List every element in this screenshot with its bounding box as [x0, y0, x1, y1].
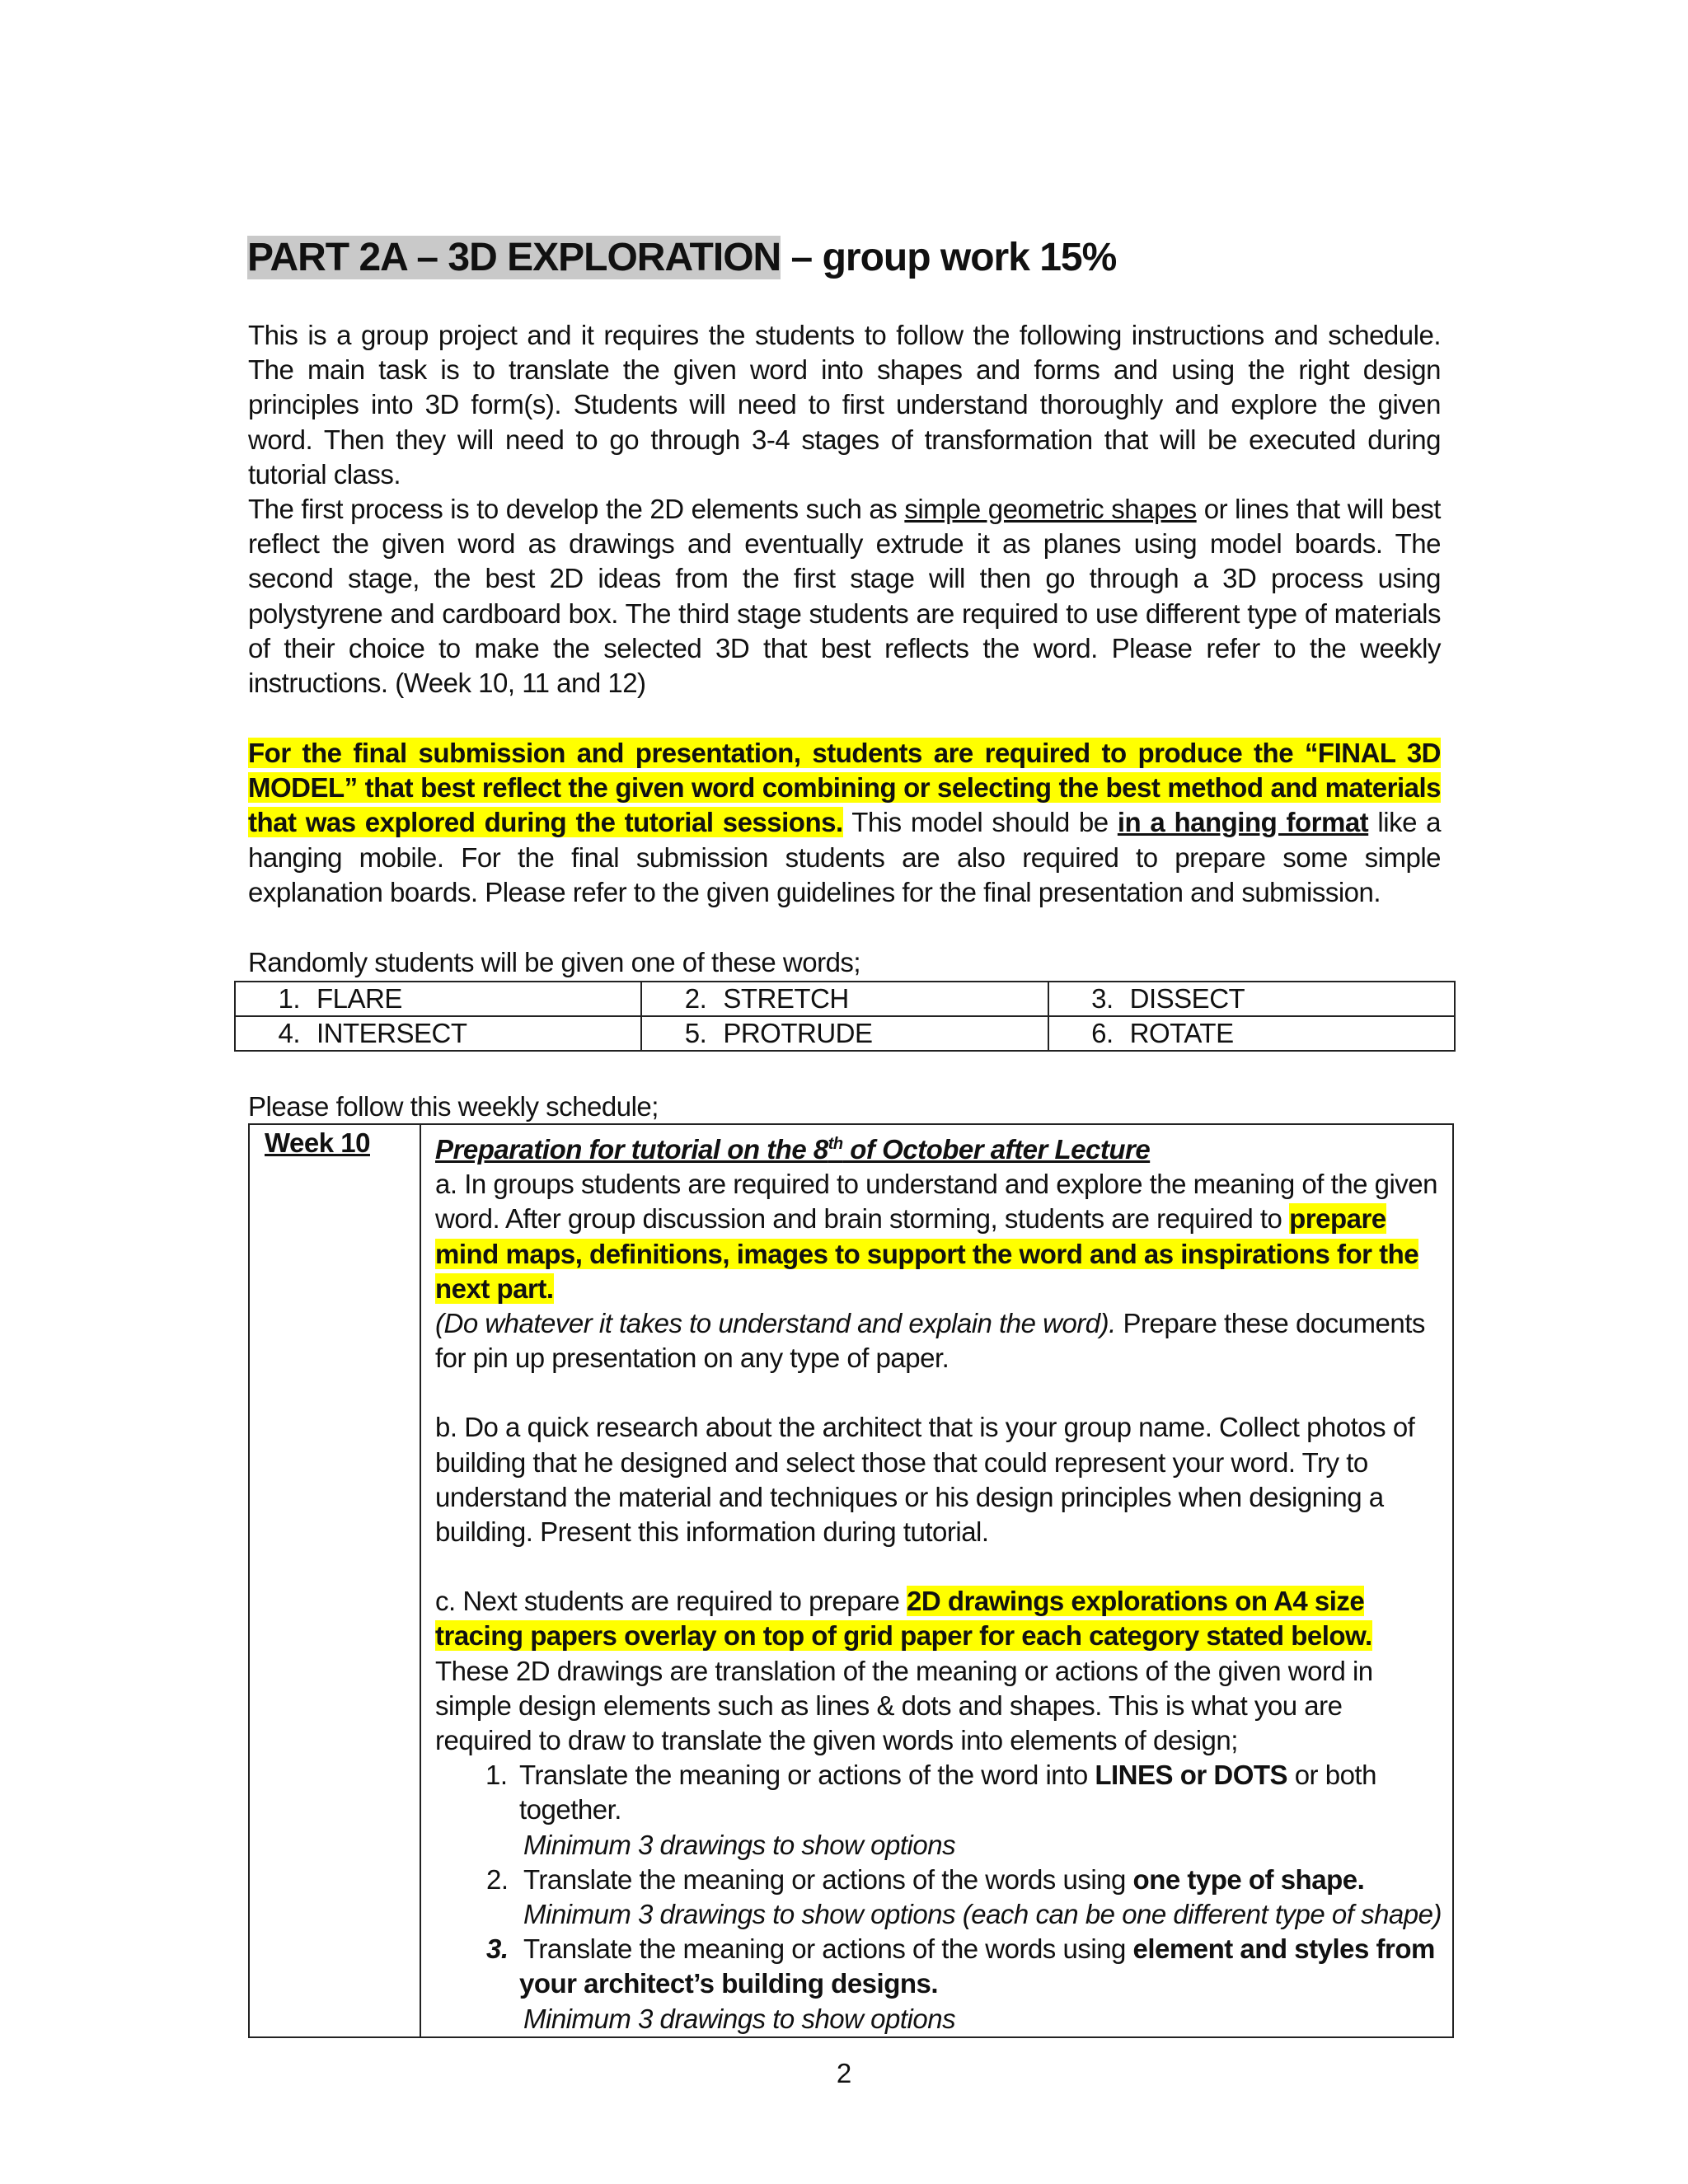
- word-num: 5.: [684, 1018, 707, 1048]
- step-text-post: or both together.: [519, 1760, 1376, 1825]
- schedule-label: Please follow this weekly schedule;: [248, 1091, 659, 1122]
- step-note: Minimum 3 drawings to show options (each can be one different type of shape): [523, 1899, 1442, 1930]
- word-num: 6.: [1091, 1018, 1114, 1048]
- page-number: 2: [836, 2058, 852, 2088]
- words-table: [234, 981, 1456, 1052]
- p2-text-b: or lines that will best reflect the given word as drawings and eventually extrude it as planes using model boards. The second stage, the best 2D ideas from the first stage will then go through a 3D process using polystyrene and cardboard box. The third stage students are required to use different type of materials of their choice to make the selected 3D that best reflects the word. Please refer to the weekly instructions. (Week 10, 11 and 12): [248, 494, 1441, 699]
- week-heading: [435, 1127, 1444, 1167]
- word-cell: [641, 1016, 1048, 1051]
- title-highlighted: PART 2A – 3D EXPLORATION: [247, 236, 781, 279]
- word-text: INTERSECT: [316, 1018, 467, 1048]
- step-number: 2.: [486, 1863, 509, 1895]
- word-text: ROTATE: [1129, 1018, 1234, 1048]
- word-num: 4.: [278, 1018, 300, 1048]
- spacer: [435, 1376, 1444, 1410]
- table-row: [235, 1016, 1455, 1051]
- step-bold: element and styles from your architect’s building designs.: [519, 1933, 1435, 1999]
- word-cell: [1048, 1016, 1455, 1051]
- heading-superscript: th: [828, 1135, 843, 1153]
- word-text: PROTRUDE: [723, 1018, 873, 1048]
- word-cell: [1048, 982, 1455, 1016]
- spacer: [435, 1549, 1444, 1584]
- week-content-cell: [420, 1124, 1453, 2037]
- page-title: [247, 232, 1116, 284]
- step-number: 3.: [486, 1933, 509, 1965]
- item-a-tail: Prepare these documents for pin up presentation on any type of paper.: [435, 1308, 1425, 1374]
- list-item: [435, 1863, 1444, 1932]
- heading-text-a: Preparation for tutorial on the 8: [435, 1134, 828, 1165]
- word-text: FLARE: [316, 983, 402, 1014]
- word-num: 1.: [278, 983, 300, 1014]
- title-rest: – group work 15%: [781, 236, 1117, 279]
- word-cell: [641, 982, 1048, 1016]
- steps-list: [435, 1758, 1444, 2036]
- step-text: Translate the meaning or actions of the words using: [523, 1863, 1133, 1895]
- word-cell: [235, 982, 641, 1016]
- word-text: STRETCH: [723, 983, 849, 1014]
- intro-paragraph-2: [248, 492, 1441, 701]
- item-a-text: a. In groups students are required to understand and explore the meaning of the given word. After group discussion and brain storming, students are required to: [435, 1169, 1438, 1235]
- item-b: b. Do a quick research about the architect that is your group name. Collect photos of building that he designed and select those that could represent your word. Try to understand the material and techniques or his design principles when designing a building. Present this information during tutorial.: [435, 1412, 1415, 1548]
- item-c: [435, 1584, 1444, 1758]
- words-label: Randomly students will be given one of these words;: [248, 947, 861, 977]
- intro-paragraph-1: This is a group project and it requires the students to follow the following instructions and schedule. The main task is to translate the given word into shapes and forms and using the right design principles into 3D form(s). Students will need to first understand thoroughly and explore the given word. Then they will need to go through 3-4 stages of transformation that will be executed during tutorial class.: [248, 320, 1441, 490]
- p3-text-b: like a hanging mobile. For the final submission students are also required to prepare some simple explanation boards. Please refer to the given guidelines for the final presentation and submission.: [248, 807, 1442, 907]
- item-a-highlight: prepare mind maps, definitions, images to support the word and as inspirations for the next part.: [435, 1203, 1419, 1304]
- step-text: Translate the meaning or actions of the words using: [523, 1933, 1133, 1965]
- item-a-italic: (Do whatever it takes to understand and explain the word).: [435, 1308, 1116, 1339]
- list-item: [435, 1758, 1444, 1863]
- item-a: [435, 1167, 1444, 1376]
- step-text: Translate the meaning or actions of the word into: [519, 1760, 1095, 1791]
- schedule-table: [248, 1123, 1454, 2038]
- heading-text-b: of October after Lecture: [842, 1134, 1151, 1165]
- item-c-tail: These 2D drawings are translation of the meaning or actions of the given word in simple design elements such as lines & dots and shapes. This is what you are required to draw to translate the given words into elements of design;: [435, 1655, 1373, 1756]
- table-row: [235, 982, 1455, 1016]
- intro-paragraph-3: [248, 736, 1441, 910]
- table-row: [249, 1124, 1453, 2037]
- step-note: Minimum 3 drawings to show options: [523, 2003, 956, 2034]
- step-number: 1.: [485, 1760, 508, 1791]
- step-note: Minimum 3 drawings to show options: [523, 1829, 956, 1860]
- word-cell: [235, 1016, 641, 1051]
- p2-underlined: simple geometric shapes: [904, 494, 1197, 524]
- word-num: 3.: [1091, 983, 1114, 1014]
- p3-bold-underlined: in a hanging format: [1117, 807, 1369, 838]
- step-bold: one type of shape.: [1132, 1863, 1365, 1895]
- word-num: 2.: [684, 983, 707, 1014]
- p3-text-a: This model should be: [842, 807, 1118, 838]
- list-item: [435, 1932, 1444, 2036]
- word-text: DISSECT: [1129, 983, 1245, 1014]
- step-bold: LINES or DOTS: [1095, 1760, 1288, 1791]
- week-cell: [249, 1124, 420, 2037]
- p3-highlighted: For the final submission and presentation, students are required to produce the “FINAL 3D MODEL” that best reflect the given word combining or selecting the best method and materials that was explored during the tutorial sessions.: [248, 738, 1441, 838]
- item-c-text: c. Next students are required to prepare: [435, 1586, 907, 1617]
- item-c-highlight: 2D drawings explorations on A4 size tracing papers overlay on top of grid paper for each category stated below.: [435, 1586, 1372, 1652]
- p2-text-a: The first process is to develop the 2D elements such as: [248, 494, 905, 524]
- week-label: Week 10: [265, 1127, 370, 1158]
